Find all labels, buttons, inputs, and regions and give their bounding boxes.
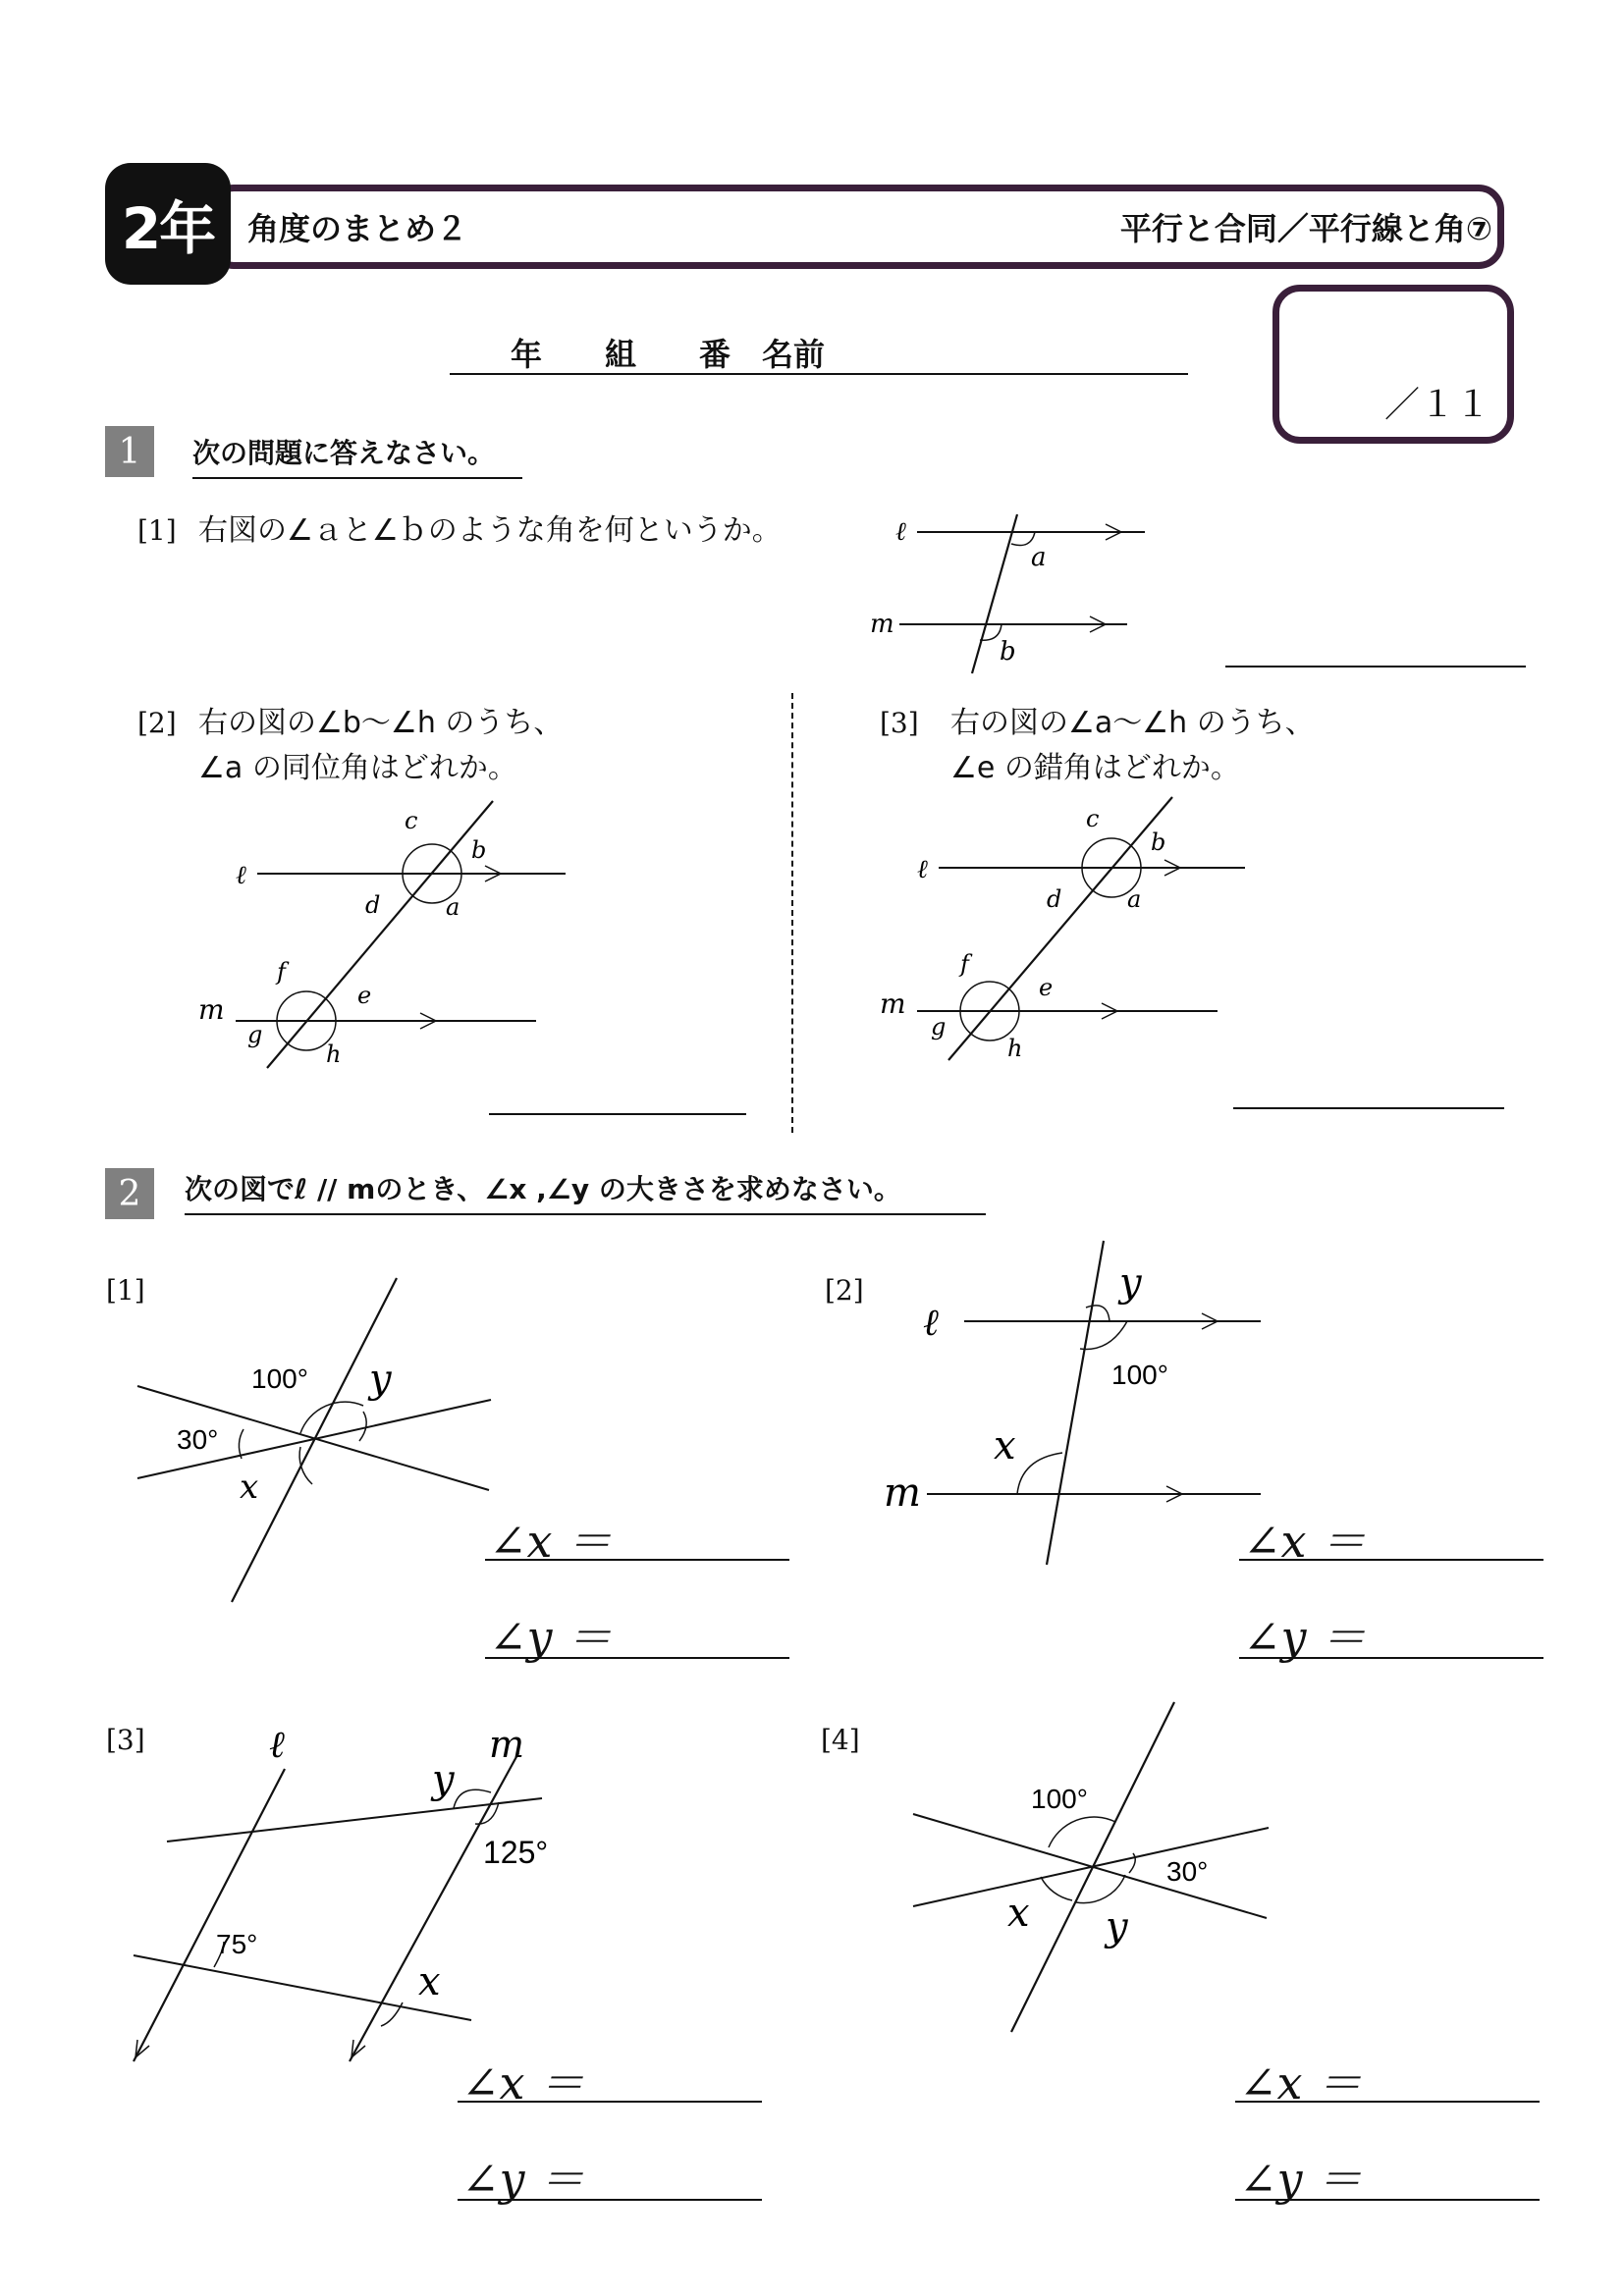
- p1-figure: [128, 1274, 501, 1608]
- p1-label-y: y: [369, 1357, 392, 1402]
- q1-fig-label-l: ℓ: [895, 517, 906, 547]
- q2-figure: [187, 797, 579, 1082]
- q2-fig-label-h: h: [326, 1041, 342, 1068]
- p2-answer-x-label: ∠x ＝: [1243, 1515, 1367, 1568]
- q1-fig-label-m: m: [870, 610, 894, 639]
- p2-label-l: ℓ: [923, 1301, 939, 1344]
- question-divider: [791, 693, 793, 1133]
- q3-fig-label-d: d: [1047, 885, 1062, 913]
- q3-fig-label-g: g: [931, 1013, 947, 1041]
- p3-answer-x-label: ∠x ＝: [461, 2056, 585, 2109]
- p2-answer-y-label: ∠y ＝: [1243, 1611, 1367, 1664]
- q1-figure: [864, 501, 1159, 677]
- p3-answer-y-label: ∠y ＝: [461, 2153, 585, 2206]
- q2-fig-label-b: b: [471, 836, 487, 864]
- p2-answer-x-line[interactable]: [1239, 1559, 1543, 1561]
- q3-fig-label-f: f: [960, 950, 969, 978]
- q3-label: [3]: [880, 707, 919, 739]
- section-2-title: 次の図でℓ // mのとき、∠x ,∠y の大きさを求めなさい。: [185, 1168, 986, 1215]
- q3-line2: ∠e の錯角はどれか。: [950, 751, 1240, 785]
- q2-fig-label-c: c: [405, 807, 418, 834]
- q3-fig-label-e: e: [1039, 974, 1054, 1001]
- p4-answer-x-line[interactable]: [1235, 2101, 1540, 2103]
- p1-label-x: x: [240, 1468, 259, 1507]
- p3-answer-x-line[interactable]: [458, 2101, 762, 2103]
- q2-label: [2]: [137, 707, 177, 739]
- q3-figure: [870, 793, 1263, 1078]
- q1-text: 右図の∠ａと∠ｂのような角を何というか。: [198, 513, 782, 548]
- p3-answer-y-line[interactable]: [458, 2199, 762, 2201]
- p3-figure: [122, 1718, 564, 2071]
- q3-line1: 右の図の∠a〜∠h のうち、: [950, 706, 1315, 740]
- q2-line1: 右の図の∠b〜∠h のうち、: [198, 706, 564, 740]
- p1-angle-100: 100°: [251, 1363, 308, 1394]
- p4-label-x: x: [1007, 1891, 1030, 1936]
- q1-label: [1]: [137, 514, 177, 547]
- section-2-number: 2: [105, 1168, 154, 1219]
- q2-fig-label-f: f: [277, 958, 286, 986]
- q3-fig-label-l: ℓ: [917, 855, 928, 884]
- p3-angle-75: 75°: [216, 1929, 258, 1959]
- q1-fig-label-b: b: [1000, 637, 1016, 667]
- p4-label: [4]: [821, 1724, 860, 1756]
- p2-figure: [874, 1237, 1276, 1571]
- q3-fig-label-b: b: [1151, 828, 1166, 856]
- p4-answer-y-label: ∠y ＝: [1239, 2153, 1363, 2206]
- score-total: ／１１: [1384, 385, 1491, 425]
- p1-answer-x-label: ∠x ＝: [489, 1515, 613, 1568]
- grade-badge: 2年: [105, 163, 231, 285]
- q1-fig-label-a: a: [1031, 543, 1047, 572]
- section-1-number: 1: [105, 426, 154, 477]
- unit-title: 平行と合同／平行線と角⑦: [1119, 210, 1492, 247]
- p2-label-x: x: [994, 1423, 1016, 1468]
- q2-fig-label-m: m: [198, 993, 225, 1026]
- q3-fig-label-m: m: [880, 988, 906, 1020]
- p3-label-y: y: [432, 1757, 455, 1802]
- p3-angle-125: 125°: [483, 1835, 549, 1870]
- p1-answer-x-line[interactable]: [485, 1559, 789, 1561]
- q3-fig-label-a: a: [1127, 885, 1142, 913]
- p4-answer-y-line[interactable]: [1235, 2199, 1540, 2201]
- q2-fig-label-e: e: [357, 982, 372, 1009]
- q2-fig-label-g: g: [247, 1021, 263, 1048]
- p4-answer-x-label: ∠x ＝: [1239, 2056, 1363, 2109]
- worksheet-title: 角度のまとめ２: [247, 210, 468, 247]
- q3-answer-line[interactable]: [1233, 1107, 1504, 1109]
- p1-label: [1]: [106, 1274, 145, 1307]
- q2-fig-label-l: ℓ: [236, 861, 246, 890]
- p2-label: [2]: [825, 1274, 864, 1307]
- q2-answer-line[interactable]: [489, 1113, 746, 1115]
- p4-angle-30: 30°: [1166, 1856, 1209, 1887]
- p2-label-m: m: [884, 1470, 921, 1516]
- q2-line2: ∠a の同位角はどれか。: [198, 751, 517, 785]
- p2-answer-y-line[interactable]: [1239, 1657, 1543, 1659]
- p3-label: [3]: [106, 1724, 145, 1756]
- name-labels: 年 組 番 名前: [511, 336, 826, 373]
- p1-answer-y-line[interactable]: [485, 1657, 789, 1659]
- p4-label-y: y: [1106, 1904, 1128, 1949]
- q1-answer-line[interactable]: [1225, 666, 1526, 667]
- q3-fig-label-c: c: [1086, 805, 1100, 832]
- p2-label-y: y: [1119, 1260, 1142, 1306]
- p2-angle-100: 100°: [1111, 1360, 1168, 1390]
- p3-label-m: m: [489, 1723, 525, 1766]
- p3-label-x: x: [418, 1959, 441, 2004]
- p4-angle-100: 100°: [1031, 1784, 1088, 1814]
- section-1-title: 次の問題に答えなさい。: [192, 432, 522, 479]
- p4-figure: [903, 1698, 1276, 2042]
- p3-label-l: ℓ: [269, 1723, 285, 1766]
- q2-fig-label-a: a: [446, 893, 460, 921]
- p1-angle-30: 30°: [177, 1424, 219, 1455]
- q3-fig-label-h: h: [1007, 1035, 1023, 1062]
- q2-fig-label-d: d: [365, 891, 381, 919]
- p1-answer-y-label: ∠y ＝: [489, 1611, 613, 1664]
